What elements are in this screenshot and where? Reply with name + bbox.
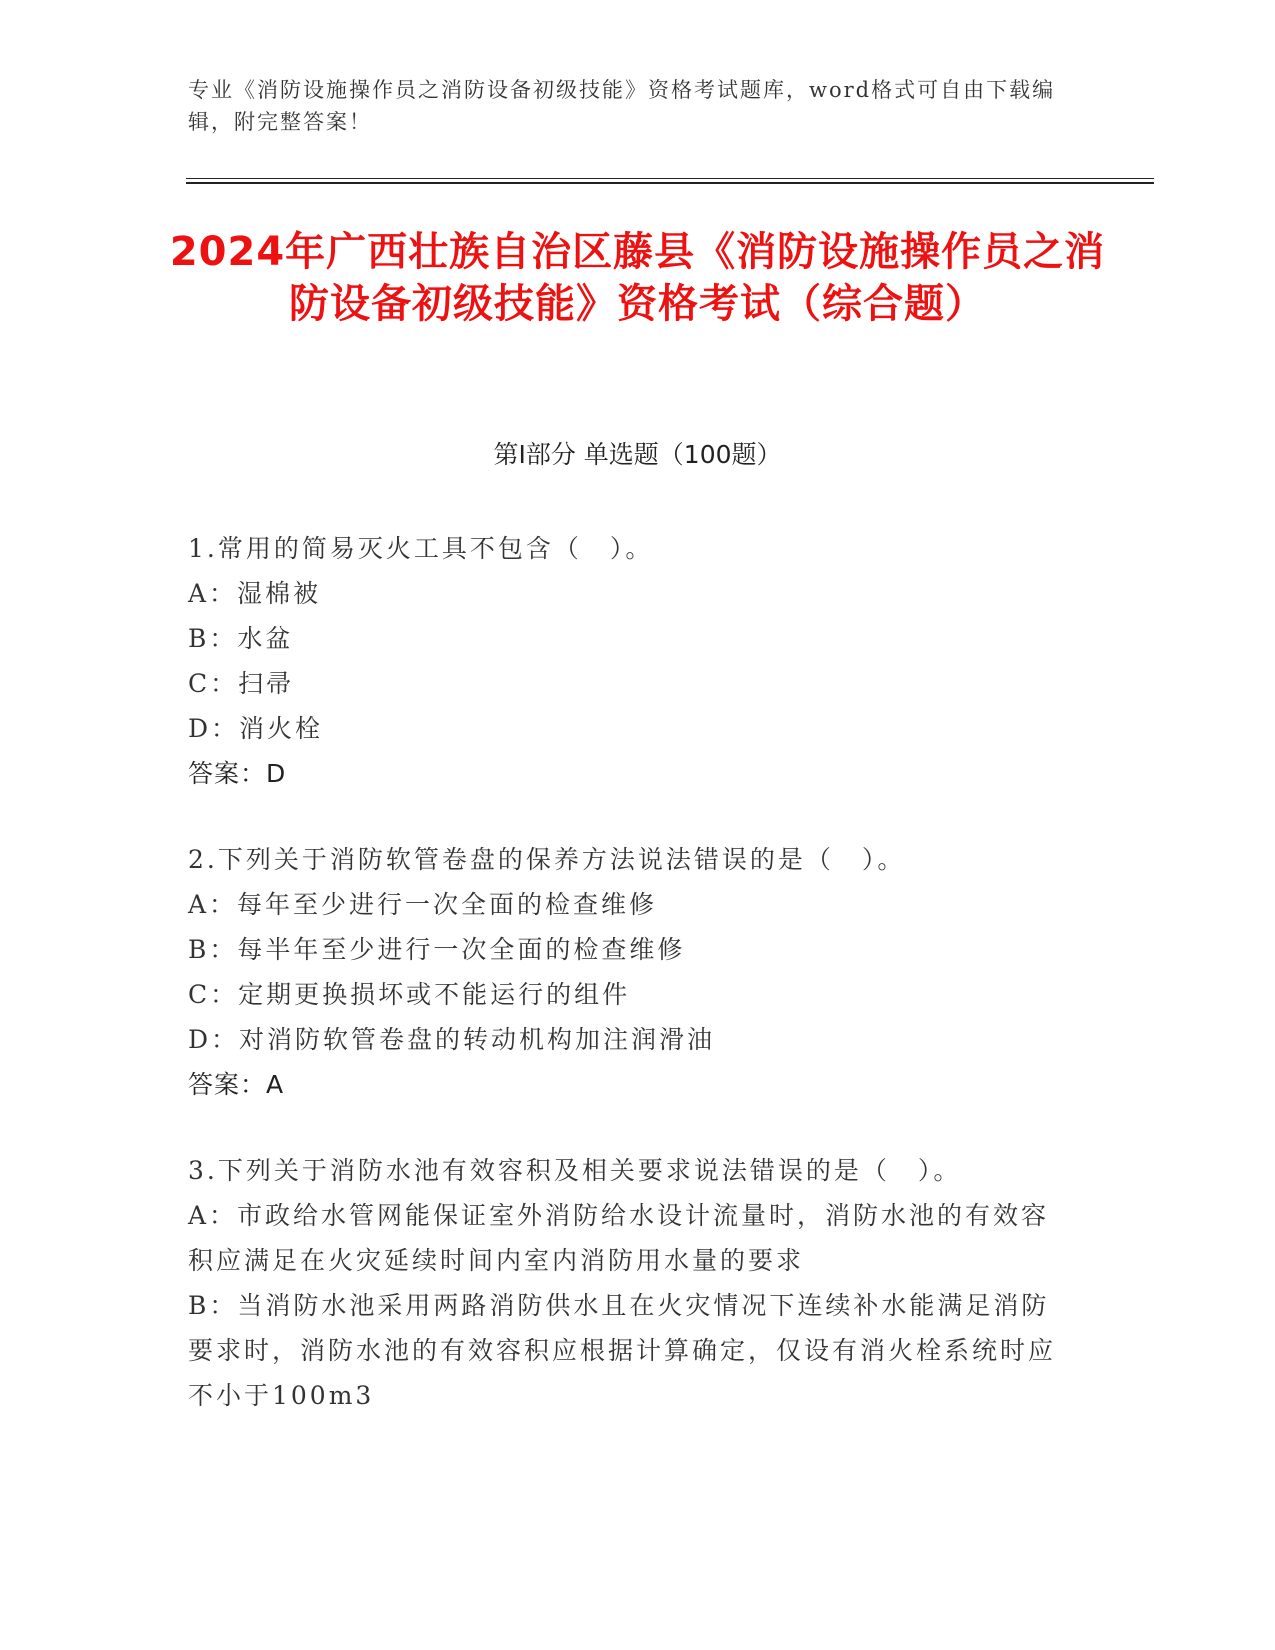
header-note: 专业《消防设施操作员之消防设备初级技能》资格考试题库，word格式可自由下载编辑，附完整答案！: [188, 78, 1056, 134]
option-a: A：市政给水管网能保证室外消防给水设计流量时，消防水池的有效容积应满足在火灾延续时间内室内消防用水量的要求: [188, 1201, 1050, 1275]
header-divider-thin: [186, 178, 1154, 179]
question-stem: 1.常用的简易灭火工具不包含（ ）。: [188, 534, 654, 563]
question-list: [188, 526, 1068, 1459]
option-d: D：对消防软管卷盘的转动机构加注润滑油: [188, 1025, 716, 1054]
question-stem: 2.下列关于消防软管卷盘的保养方法说法错误的是（ ）。: [188, 845, 906, 874]
header-divider-thick: [186, 182, 1154, 184]
question-2: [188, 837, 1068, 1107]
document-title: 2024年广西壮族自治区藤县《消防设施操作员之消防设备初级技能》资格考试（综合题）: [169, 229, 1106, 327]
option-c: C：扫帚: [188, 669, 295, 698]
option-c: C：定期更换损坏或不能运行的组件: [188, 980, 631, 1009]
option-d: D：消火栓: [188, 714, 324, 743]
option-a: A：湿棉被: [188, 579, 322, 608]
option-b: B：水盆: [188, 624, 294, 653]
option-a: A：每年至少进行一次全面的检查维修: [188, 890, 658, 919]
option-b: B：当消防水池采用两路消防供水且在火灾情况下连续补水能满足消防要求时，消防水池的有效容积应根据计算确定，仅设有消火栓系统时应不小于100m3: [188, 1291, 1057, 1410]
answer-text: 答案：A: [188, 1070, 285, 1099]
answer-text: 答案：D: [188, 759, 287, 788]
section-heading: 第Ⅰ部分 单选题（100题）: [493, 440, 782, 469]
question-3: [188, 1148, 1068, 1418]
question-stem: 3.下列关于消防水池有效容积及相关要求说法错误的是（ ）。: [188, 1156, 962, 1185]
question-1: [188, 526, 1068, 796]
option-b: B：每半年至少进行一次全面的检查维修: [188, 935, 686, 964]
